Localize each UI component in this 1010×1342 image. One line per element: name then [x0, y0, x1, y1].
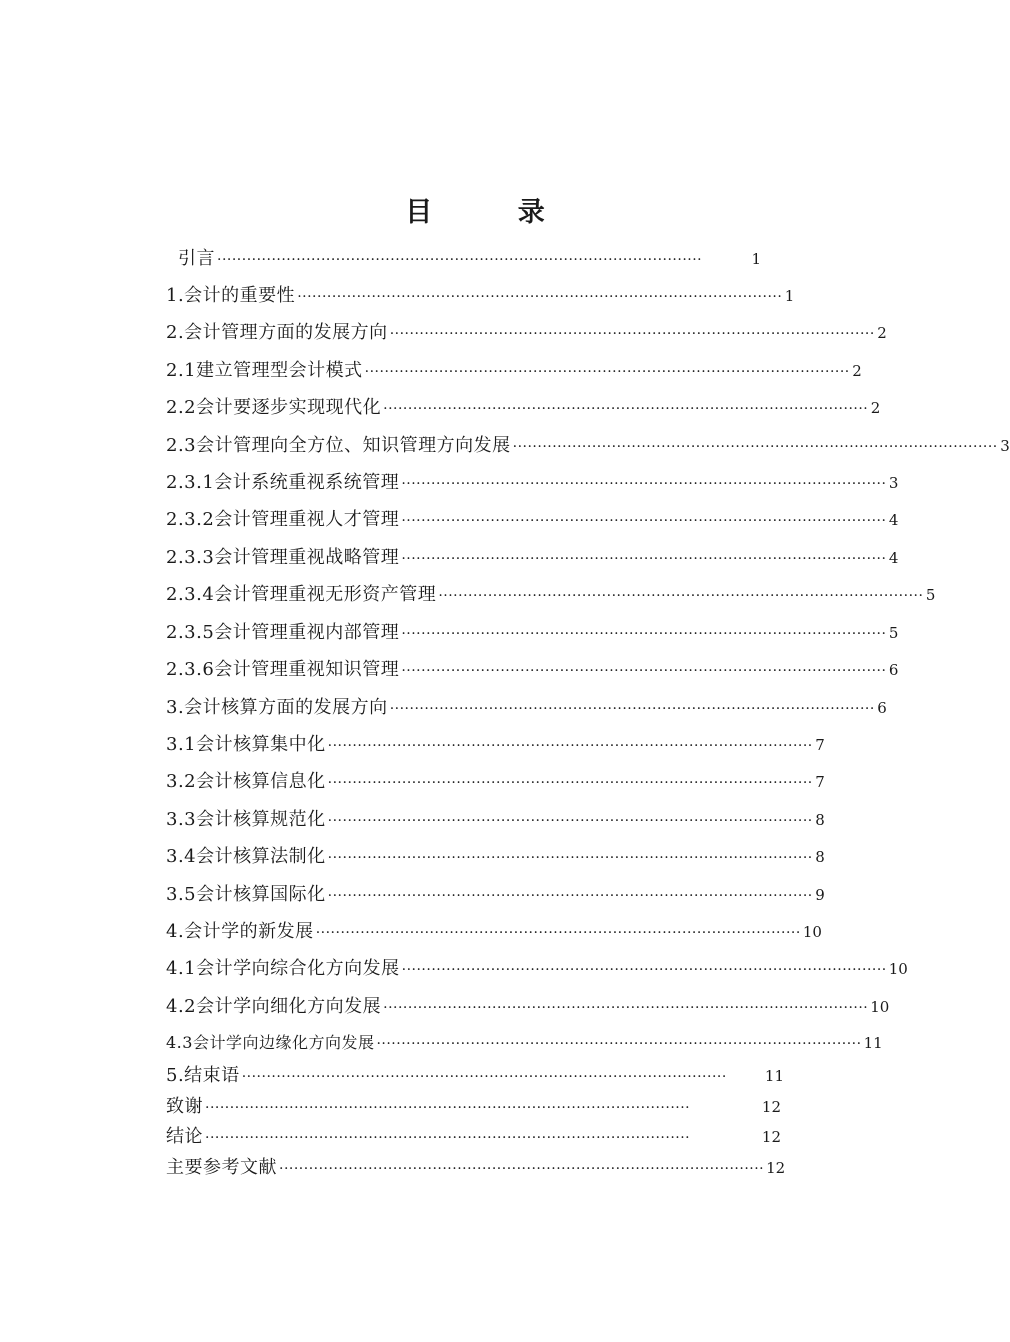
toc-entry[interactable]: [166, 583, 936, 607]
toc-entry-label: 1.会计的重要性: [166, 285, 296, 306]
toc-entry-label: 3.4会计核算法制化: [166, 846, 326, 867]
toc-entry-label: 2.3.4会计管理重视无形资产管理: [166, 584, 437, 605]
toc-entry[interactable]: [166, 770, 825, 794]
toc-entry[interactable]: [166, 359, 862, 383]
toc-entry-label: 2.3.6会计管理重视知识管理: [166, 659, 400, 680]
toc-entry-page: 10: [802, 923, 822, 941]
toc-entry-page: 5: [925, 586, 936, 604]
toc-entry-page: 11: [863, 1034, 883, 1052]
toc-entry-label: 3.会计核算方面的发展方向: [166, 697, 388, 718]
toc-entry-label: 3.5会计核算国际化: [166, 884, 326, 905]
toc-entry-label: 2.2会计要逐步实现现代化: [166, 397, 382, 418]
toc-entry-page: 9: [815, 886, 825, 904]
toc-entry[interactable]: [166, 546, 899, 570]
toc-entry[interactable]: [166, 396, 881, 420]
toc-entry-page: 1: [751, 250, 761, 268]
toc-entry-label: 5.结束语: [166, 1065, 240, 1086]
toc-entry[interactable]: [166, 1095, 781, 1119]
toc-leader-dots: ··································································································: [401, 476, 887, 492]
toc-leader-dots: ··································································································: [297, 289, 783, 305]
toc-entry-page: 6: [877, 699, 887, 717]
toc-entry[interactable]: [166, 658, 899, 682]
toc-entry[interactable]: [166, 808, 825, 832]
toc-entry-page: 11: [764, 1067, 784, 1085]
toc-entry-page: 2: [870, 399, 881, 417]
toc-entry-label: 2.3.3会计管理重视战略管理: [166, 547, 400, 568]
toc-leader-dots: ··································································································: [279, 1161, 765, 1177]
toc-entry-label: 2.3.5会计管理重视内部管理: [166, 622, 400, 643]
toc-leader-dots: ··································································································: [512, 439, 998, 455]
toc-entry-label: 2.会计管理方面的发展方向: [166, 322, 388, 343]
toc-entry[interactable]: [166, 920, 822, 944]
toc-entry[interactable]: [166, 957, 908, 981]
toc-entry[interactable]: [166, 434, 1010, 458]
toc-entry[interactable]: [166, 284, 795, 308]
toc-entry-label: 3.1会计核算集中化: [166, 734, 326, 755]
toc-entry[interactable]: [166, 471, 899, 495]
toc-entry-label: 引言: [178, 248, 215, 269]
toc-entry[interactable]: [166, 1125, 781, 1149]
toc-entry-page: 12: [761, 1098, 781, 1116]
toc-entry[interactable]: [166, 883, 825, 907]
toc-entry-page: 3: [1000, 437, 1010, 455]
toc-leader-dots: ··································································································: [438, 588, 924, 604]
toc-entry-label: 4.3会计学向边缘化方向发展: [166, 1033, 375, 1052]
toc-entry[interactable]: [166, 621, 899, 645]
toc-entry[interactable]: [166, 321, 887, 345]
toc-leader-dots: ··································································································: [327, 850, 813, 866]
toc-entry[interactable]: [166, 845, 825, 869]
toc-leader-dots: ··································································································: [364, 364, 850, 380]
toc-entry-label: 3.2会计核算信息化: [166, 771, 326, 792]
toc-entry-label: 2.1建立管理型会计模式: [166, 360, 363, 381]
toc-entry-page: 2: [877, 324, 887, 342]
toc-entry-page: 4: [888, 511, 899, 529]
toc-title: 目 录: [405, 197, 583, 228]
toc-leader-dots: ··································································································: [401, 962, 887, 978]
toc-entry[interactable]: [166, 1064, 784, 1088]
toc-entry-label: 2.3.1会计系统重视系统管理: [166, 472, 400, 493]
toc-entry-page: 8: [815, 848, 825, 866]
toc-leader-dots: ··································································································: [327, 888, 813, 904]
toc-entry-label: 致谢: [166, 1096, 203, 1117]
toc-leader-dots: ··································································································: [241, 1069, 727, 1085]
toc-entry-label: 2.3.2会计管理重视人才管理: [166, 509, 400, 530]
toc-leader-dots: ··································································································: [401, 551, 887, 567]
toc-entry[interactable]: [166, 508, 899, 532]
toc-leader-dots: ··································································································: [376, 1036, 862, 1052]
toc-entry-page: 7: [815, 736, 825, 754]
toc-entry-label: 主要参考文献: [166, 1157, 277, 1178]
toc-leader-dots: ··································································································: [389, 701, 875, 717]
toc-leader-dots: ··································································································: [205, 1100, 691, 1116]
toc-leader-dots: ··································································································: [401, 626, 887, 642]
toc-entry-page: 3: [888, 474, 899, 492]
toc-entry-page: 10: [870, 998, 890, 1016]
toc-entry-page: 12: [761, 1128, 781, 1146]
toc-entry-page: 2: [852, 362, 862, 380]
toc-leader-dots: ··································································································: [383, 1000, 869, 1016]
toc-entry[interactable]: [166, 696, 887, 720]
toc-entry-label: 4.会计学的新发展: [166, 921, 314, 942]
toc-entry-page: 7: [815, 773, 825, 791]
toc-leader-dots: ··································································································: [401, 663, 887, 679]
toc-entry-label: 结论: [166, 1126, 203, 1147]
toc-entry[interactable]: [166, 1031, 883, 1055]
toc-leader-dots: ··································································································: [217, 252, 703, 268]
toc-leader-dots: ··································································································: [401, 513, 887, 529]
toc-entry-page: 8: [815, 811, 825, 829]
toc-entry-page: 5: [888, 624, 899, 642]
toc-entry[interactable]: [178, 247, 761, 271]
toc-entry[interactable]: [166, 733, 825, 757]
toc-entry[interactable]: [166, 995, 890, 1019]
toc-entry-page: 1: [784, 287, 795, 305]
toc-entry-page: 10: [888, 960, 908, 978]
toc-leader-dots: ··································································································: [327, 738, 813, 754]
toc-leader-dots: ··································································································: [327, 813, 813, 829]
toc-entry-page: 4: [888, 549, 899, 567]
toc-entry-label: 3.3会计核算规范化: [166, 809, 326, 830]
toc-leader-dots: ··································································································: [315, 925, 801, 941]
toc-leader-dots: ··································································································: [327, 775, 813, 791]
toc-entry-page: 6: [888, 661, 899, 679]
toc-entry-label: 2.3会计管理向全方位、知识管理方向发展: [166, 435, 511, 456]
toc-entry-page: 12: [766, 1159, 786, 1177]
toc-leader-dots: ··································································································: [383, 401, 869, 417]
toc-entry-label: 4.1会计学向综合化方向发展: [166, 958, 400, 979]
toc-leader-dots: ··································································································: [389, 326, 875, 342]
toc-entry[interactable]: [166, 1156, 786, 1180]
toc-entry-label: 4.2会计学向细化方向发展: [166, 996, 382, 1017]
toc-leader-dots: ··································································································: [205, 1130, 691, 1146]
